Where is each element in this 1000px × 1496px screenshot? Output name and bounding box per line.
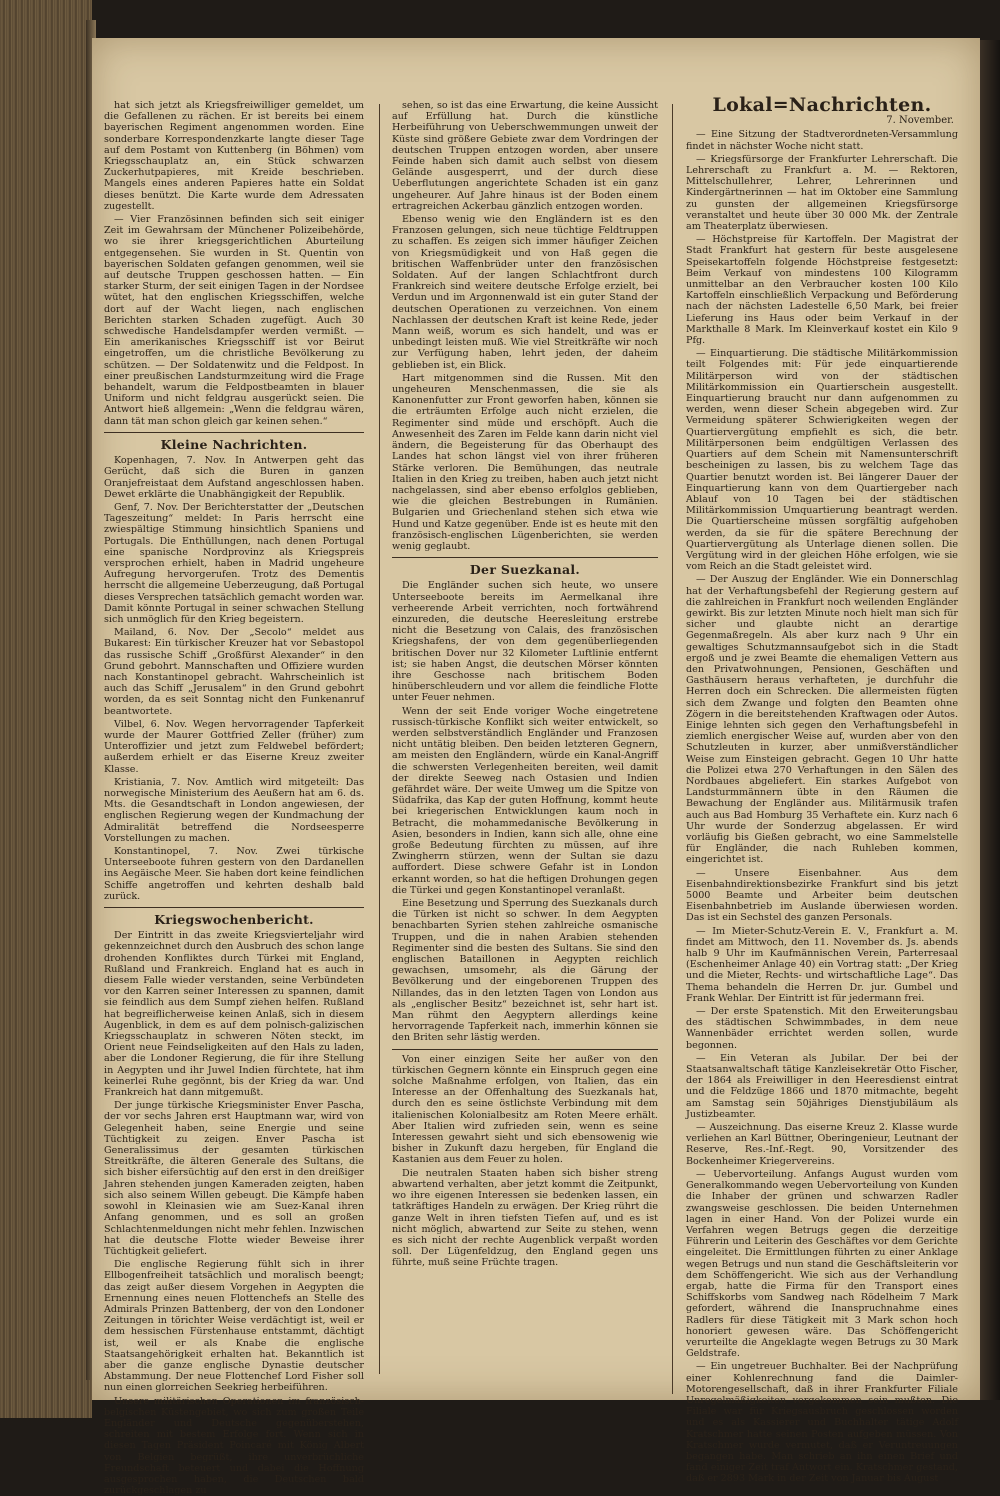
article-paragraph: Die Engländer suchen sich heute, wo unsere Unterseeboote bereits im Aermelkanal ihre verheerende Arbeit verrichten, noch fortwährend einzureden, die deutsche Heeresleitung erstrebe nicht die Besetzung von Calais, des französischen Kriegshafens, der von dem gegenüberliegenden britischen Dover nur 32 Kilometer Luftlinie entfernt ist; sie haben Angst, die deutschen Mörser könnten ihre Geschosse nach britischem Boden hinüberschleudern und vor allem die feindliche Flotte unter Feuer nehmen. [392,580,658,704]
local-news-item: — Ein Veteran als Jubilar. Der bei der Staatsanwaltschaft tätige Kanzleisekretär Otto Fischer, der 1864 als Freiwilliger in den Heeresdienst eintrat und die Feldzüge 1866 und 1870 mitmachte, begeht am Samstag sein 50jähriges Dienstjubiläum als Justizbeamter. [686,1052,958,1120]
column-middle [392,100,658,1370]
news-item: Konstantinopel, 7. Nov. Zwei türkische Unterseeboote fuhren gestern von den Dardanellen ins Aegäische Meer. Sie haben dort keine feindlichen Schiffe angetroffen und kehrten deshalb bald zurück. [104,846,364,902]
column-rule [672,104,673,1394]
column-rule [379,104,380,1374]
news-item: Vilbel, 6. Nov. Wegen hervorragender Tapferkeit wurde der Maurer Gottfried Zeller (früher) zum Unteroffizier und jetzt zum Feldwebel befördert; außerdem erhielt er das Eiserne Kreuz zweiter Klasse. [104,718,364,775]
section-heading-kleine-nachrichten: Kleine Nachrichten. [160,436,308,452]
book-page-edges [0,0,92,1418]
section-divider [104,907,364,908]
section-heading-suezkanal: Der Suezkanal. [469,562,581,578]
news-item: Mailand, 6. Nov. Der „Secolo“ meldet aus Bukarest: Ein türkischer Kreuzer hat vor Sebastopol das russische Schiff „Großfürst Alexander“ in den Grund gebohrt. Mannschaften und Offiziere wurden nach Konstantinopel gebracht. Wahrscheinlich ist auch das Schiff „Jerusalem“ in den Grund gebohrt worden, da es seit Sonntag nicht den Funkenanruf beantwortete. [104,627,364,717]
local-news-item: — Einquartierung. Die städtische Militärkommission teilt Folgendes mit: Für jede einquartierende Militärperson wird von der städtischen Militärkommission ein Quartierschein ausgestellt. Einquartierung braucht nur dann aufgenommen zu werden, wenn dieser Schein abgegeben wird. Zur Vermeidung späterer Schwierigkeiten wegen der Quartiervergütung empfiehlt es sich, die betr. Militärpersonen beim endgültigen Verlassen des Quartiers auf dem Schein mit Namensunterschrift bescheinigen zu lassen, bis zu welchem Tage das Quartier benutzt worden ist. Bei längerer Dauer der Einquartierung kann von dem Quartiergeber nach Ablauf von 10 Tagen bei der städtischen Militärkommission Umquartierung beantragt werden. Die Quartierscheine müssen sorgfältig aufgehoben werden, da sie für die spätere Berechnung der Quartiervergütung als Unterlage dienen sollen. Die Vergütung wird in der gleichen Höhe erfolgen, wie sie vom Reich an die Stadt geleistet wird. [686,348,958,573]
local-news-item: — Unsere Eisenbahner. Aus dem Eisenbahndirektionsbezirke Frankfurt sind bis jetzt 5000 Beamte und Arbeiter beim deutschen Eisenbahnbetrieb im Auslande überwiesen worden. Das ist ein Sechstel des ganzen Personals. [686,867,958,924]
article-paragraph: Die englische Regierung fühlt sich in ihrer Ellbogenfreiheit tatsächlich und moralisch beengt; das zeigt außer diesem Vorgehen in Aegypten die Ernennung eines neuen Flottenchefs an Stelle des Admirals Prinzen Battenberg, der von den Londoner Zeitungen in törichter Weise verdächtigt ist, weil er dem hessischen Fürstenhause entstammt, dächtigt ist, weil er als Knabe die englische Staatsangehörigkeit erhalten hat. Bekanntlich ist aber die ganze englische Dynastie deutscher Abstammung. Der neue Flottenchef Lord Fisher soll nun einen glorreichen Seekrieg herbeiführen. [104,1259,364,1394]
section-heading-lokal-nachrichten: Lokal=Nachrichten. [712,94,932,116]
local-news-item: — Kriegsfürsorge der Frankfurter Lehrerschaft. Die Lehrerschaft zu Frankfurt a. M. — Rektoren, Mittelschullehrer, Lehrer, Lehrerinnen und Kindergärtnerinnen — hat im Oktober eine Sammlung zu gunsten der allgemeinen Kriegsfürsorge veranstaltet und heute über 30 000 Mk. der Zentrale am Theaterplatz überwiesen. [686,153,958,233]
section-divider [104,432,364,433]
article-paragraph: — Vier Französinnen befinden sich seit einiger Zeit im Gewahrsam der Münchener Polizeibehörde, wo sie ihrer kriegsgerichtlichen Aburteilung entgegensehen. Sie wurden in St. Quentin von bayerischen Soldaten gefangen genommen, weil sie auf deutsche Truppen geschossen hatten. — Ein starker Sturm, der seit einigen Tagen in der Nordsee wütet, hat den englischen Kriegsschiffen, welche dort auf der Wacht liegen, nach englischen Berichten starken Schaden zugefügt. Auch 30 schwedische Handelsdampfer werden vermißt. — Ein amerikanisches Kriegsschiff ist vor Beirut eingetroffen, um die christliche Bevölkerung zu schützen. — Der Soldatenwitz und die Feldpost. In einer preußischen Landsturmzeitung wird die Frage behandelt, warum die Feldpostbeamten in blauer Uniform und nicht feldgrau ausgerückt seien. Die Antwort hieß allgemein: „Wenn die feldgrau wären, dann tät man schon gleich gar keinen sehen.“ [104,214,364,427]
local-news-item: — Uebervorteilung. Anfangs August wurden vom Generalkommando wegen Uebervorteilung von Kunden die Inhaber der grünen und schwarzen Radler zwangsweise geschlossen. Die beiden Unternehmen lagen in einer Hand. Von der Polizei wurde ein Verfahren wegen Betrugs gegen die derzeitige Führerin und Leiterin des Geschäftes vor dem Gerichte eingeleitet. Die Ermittlungen führten zu einer Anklage wegen Betrugs und nun stand die Geschäftsleiterin vor dem Schöffengericht. Wie sich aus der Verhandlung ergab, hatte die Firma für den Transport eines Schiffskorbs vom Sandweg nach Rödelheim 7 Mark gefordert, während die Inanspruchnahme eines Radlers für diese Tätigkeit mit 3 Mark schon hoch honoriert gewesen wäre. Das Schöffengericht verurteilte die Angeklagte wegen Betrugs zu 30 Mark Geldstrafe. [686,1168,958,1360]
article-paragraph: hat sich jetzt als Kriegsfreiwilliger gemeldet, um die Gefallenen zu rächen. Er ist bereits bei einem bayerischen Regiment angenommen worden. Eine sonderbare Korrespondenzkarte langte dieser Tage auf dem Postamt von Kuttenberg (in Böhmen) vom Kriegsschauplatz an, ein Stück schwarzen Zuckerhutpapieres, mit Kreide beschrieben. Mangels eines anderen Papieres hatte ein Soldat dieses benützt. Die Karte wurde dem Adressaten zugestellt. [104,100,364,212]
issue-date: 7. November. [886,115,954,127]
article-paragraph: Der Eintritt in das zweite Kriegsvierteljahr wird gekennzeichnet durch den Ausbruch des schon lange drohenden Konfliktes durch Türkei mit England, Rußland und Frankreich. England hat es auch in diesem Falle wieder verstanden, seine Verbündeten vor den Karren seiner Interessen zu spannen, damit sie feindlich aus dem Sumpf ziehen helfen. Rußland hat begreiflicherweise keinen Anlaß, sich in diesem Augenblick, in dem es auf dem polnisch-galizischen Kriegsschauplatz in schweren Nöten steckt, im Orient neue Feindseligkeiten auf den Hals zu laden, aber die Londoner Regierung, die für ihre Stellung in Aegypten und ihr Juwel Indien fürchtete, hat ihm keinerlei Ruhe gegönnt, bis der Krieg da war. Und Frankreich hat dann mitgemußt. [104,930,364,1099]
news-item: Kristiania, 7. Nov. Amtlich wird mitgeteilt: Das norwegische Ministerium des Aeußern hat am 6. ds. Mts. die Gesandtschaft in London angewiesen, der englischen Regierung wegen der Kundmachung der Admiralität betreffend die Nordseesperre Vorstellungen zu machen. [104,776,364,844]
article-paragraph: Der junge türkische Kriegsminister Enver Pascha, der vor sechs Jahren erst Hauptmann war, wird von Gelegenheit haben, seine Energie und seine Tüchtigkeit zu zeigen. Enver Pascha ist Generalissimus der gesamten türkischen Streitkräfte, die älteren Generale des Sultans, die sich bisher eifersüchtig auf den erst in den dreißiger Jahren stehenden jungen Kameraden zeigten, haben sich also seinem Willen gebeugt. Die Kämpfe haben sowohl in Kleinasien wie am Suez-Kanal ihren Anfang genommen, und es soll an großen Schlachtenmeldungen nicht mehr fehlen. Inzwischen hat die deutsche Flotte wieder Beweise ihrer Tüchtigkeit geliefert. [104,1100,364,1257]
article-paragraph: Wenn der seit Ende voriger Woche eingetretene russisch-türkische Konflikt sich weiter entwickelt, so werden selbstverständlich Engländer und Franzosen nicht untätig bleiben. Den beiden letzteren Gegnern, am meisten den Engländern, würde ein Kanal-Angriff die schwersten Verlegenheiten bereiten, weil damit der direkte Seeweg nach Ostasien und Indien gefährdet wäre. Der weite Umweg um die Spitze von Südafrika, das Kap der guten Hoffnung, kommt heute bei kriegerischen Entwicklungen kaum noch in Betracht, die mohammedanische Bevölkerung in Asien, besonders in Indien, kann sich alle, ohne eine große Bedeutung fürchten zu müssen, auf ihre Zwingherrn stürzen, wenn der Sultan sie dazu auffordert. Diese schwere Gefahr ist in London erkannt worden, so hat die heftigen Drohungen gegen die Türkei und gegen Konstantinopel veranlaßt. [392,705,658,896]
local-news-item: — Im Mieter-Schutz-Verein E. V., Frankfurt a. M. findet am Mittwoch, den 11. November ds. Js. abends halb 9 Uhr im Kaufmännischen Verein, Parterresaal (Eschenheimer Anlage 40) ein Vortrag statt: „Der Krieg und die Mieter, Rechts- und wirtschaftliche Lage“. Das Thema behandeln die Herren Dr. jur. Gumbel und Frank Wehlar. Der Eintritt ist für jedermann frei. [686,925,958,1004]
column-right [686,94,958,1485]
article-paragraph: Hart mitgenommen sind die Russen. Mit den ungeheuren Menschenmassen, die sie als Kanonenfutter zur Front geworfen haben, können sie die erträumten Erfolge auch nicht erzielen, die Regimenter sind müde und erschöpft. Auch die Anwesenheit des Zaren im Felde kann darin nicht viel ändern, die Begeisterung für das Oberhaupt des Landes hat schon längst viel von ihrer früheren Stärke verloren. Die Bemühungen, das neutrale Italien in den Krieg zu treiben, haben auch jetzt nicht nachgelassen, sind aber ebenso erfolglos geblieben, wie die gleichen Bestrebungen in Rumänien. Bulgarien und Griechenland stehen sich etwa wie Hund und Katze gegenüber. Ende ist es heute mit den französisch-englischen Lügenberichten, sie werden wenig geglaubt. [392,372,658,552]
news-item: Genf, 7. Nov. Der Berichterstatter der „Deutschen Tageszeitung“ meldet: In Paris herrscht eine zwiespältige Stimmung hinsichtlich Spaniens und Portugals. Die Enthüllungen, nach denen Portugal eine spanische Nordprovinz als Kriegspreis versprochen erhielt, haben in Madrid ungeheure Aufregung hervorgerufen. Trotz des Dementis herrscht die allgemeine Ueberzeugung, daß Portugal dieses Versprechen tatsächlich gemacht worden war. Damit könnte Portugal in seiner schwachen Stellung sich unmöglich für den Krieg begeistern. [104,501,364,625]
local-news-item: — Der erste Spatenstich. Mit den Erweiterungsbau des städtischen Schwimmbades, in dem neue Wannenbäder errichtet werden sollen, wurde begonnen. [686,1006,958,1051]
local-news-item: — Höchstpreise für Kartoffeln. Der Magistrat der Stadt Frankfurt hat gestern für beste ausgelesene Speisekartoffeln folgende Höchstpreise festgesetzt: Beim Verkauf von mindestens 100 Kilogramm unmittelbar an den Verbraucher kosten 100 Kilo Kartoffeln einschließlich Verpackung und Beförderung nach der nächsten Ladestelle 6,50 Mark, bei freier Lieferung ins Haus oder beim Verkauf in der Markthalle 8 Mark. Im Kleinverkauf kostet ein Kilo 9 Pfg. [686,234,958,347]
section-divider [392,1049,658,1050]
article-paragraph: Unsere militärischen Operationen im französisch-belgischen Küstengebiet, wo sich zum großen Teile Engländer und Deutsche gegenüberstehen, schreiten mit bestem Erfolge fort. Wenn sich in diesen Tagen Präsident Poincaré mit König Albert von Belgien begrüßt, ihre unverbrüchliche Freundschaft beteuert und dabei die Hoffnung ausgesprochen haben, die Deutschen bald zurückgeschlagen zu [104,1395,364,1496]
local-news-item: — Eine Sitzung der Stadtverordneten-Versammlung findet in nächster Woche nicht statt. [686,129,958,152]
newspaper-page [92,38,980,1496]
news-item: Kopenhagen, 7. Nov. In Antwerpen geht das Gerücht, daß sich die Buren in ganzen Oranjefreistaat dem Aufstand angeschlossen haben. Dewet erklärte die Unabhängigkeit der Republik. [104,455,364,500]
article-paragraph: Eine Besetzung und Sperrung des Suezkanals durch die Türken ist nicht so schwer. In dem Aegypten benachbarten Syrien stehen zahlreiche osmanische Truppen, und die in nahen Arabien stehenden Regimenter sind die besten des Sultans. Sie sind den englischen Bataillonen in Aegypten reichlich gewachsen, umsomehr, als die Gärung der Bevölkerung und der eingeborenen Truppen des Nillandes, das in den letzten Tagen von London aus als „englischer Besitz“ bezeichnet ist, sehr hart ist. Man rühmt den Aegyptern allerdings keine hervorragende Tapferkeit nach, immerhin können sie den Briten sehr lästig werden. [392,898,658,1044]
local-news-item: — Der Auszug der Engländer. Wie ein Donnerschlag hat der Verhaftungsbefehl der Regierung gestern auf die zahlreichen in Frankfurt noch weilenden Engländer gewirkt. Bis zur letzten Minute noch hielt man sich für sicher und glaubte nicht an derartige Gegenmaßregeln. Als aber kurz nach 9 Uhr ein gewaltiges Schutzmannsaufgebot sich in die Stadt ergoß und je zwei Beamte die ehemaligen Vettern aus den Privatwohnungen, Pensionen, Geschäften und Gasthäusern heraus verhafteten, je durchfuhr die Herren doch ein Schrecken. Die allermeisten fügten sich dem Zwange und folgten den Beamten ohne Zögern in die bereitstehenden Kraftwagen oder Autos. Einige lehnten sich gegen den Verhaftungsbefehl in ziemlich energischer Weise auf, wurden aber von den Schutzleuten in kurzer, aber unmißverständlicher Weise zum Einsteigen gebracht. Gegen 10 Uhr hatte die Polizei etwa 270 Verhaftungen in den Sälen des Nordbaues abgeliefert. Ein starkes Aufgebot von Landsturmmännern übte in den Räumen die Bewachung der Engländer aus. Militärmusik trafen auch aus Bad Homburg 35 Verhaftete ein. Kurz nach 6 Uhr wurde der Sonderzug abgelassen. Er wird vorläufig bis Gießen gebracht, wo eine Sammelstelle für Engländer, die nach Ruhleben kommen, eingerichtet ist. [686,574,958,866]
section-heading-kriegswochenbericht: Kriegswochenbericht. [154,912,314,928]
section-divider [392,557,658,558]
local-news-item: — Auszeichnung. Das eiserne Kreuz 2. Klasse wurde verliehen an Karl Büttner, Oberingenieur, Leutnant der Reserve, Res.-Inf.-Regt. 90, Vorsitzender des Bockenheimer Kriegervereins. [686,1122,958,1167]
column-left [104,100,364,1496]
local-news-item: — Ein ungetreuer Buchhalter. Bei der Nachprüfung einer Kohlenrechnung fand die Daimler-Motorengesellschaft, daß in ihrer Frankfurter Filiale Unregelmäßigkeiten vorgekommen sein mußten. Die Filiale war für Kriegsausbruch geschlossen worden und es als Kassierer und Buchhalter tätige Adolf Kratschmer hatte seinen Posten aufgeben müssen. Von Kratschmer wurde vermutet, daß er Veruntreuungen begangen habe. Man schrieb an ihn einen Brief und fand einiger Zeit traf Antwort ein. Kratschmer gestand, daß er 2893 Mark in der Zeit von Januar bis August [686,1361,958,1485]
article-paragraph: sehen, so ist das eine Erwartung, die keine Aussicht auf Erfüllung hat. Durch die künstliche Herbeiführung von Ueberschwemmungen unweit der Küste sind größere Gebiete zwar dem Vordringen der deutschen Truppen entzogen worden, aber unsere Feinde haben sich damit auch selbst von diesem Gelände ausgesperrt, und der durch diese Ueberflutungen angerichtete Schaden ist ein ganz ungeheurer. Auf Jahre hinaus ist der Boden einem ertragreichen Ackerbau gänzlich entzogen worden. [392,100,658,212]
article-paragraph: Die neutralen Staaten haben sich bisher streng abwartend verhalten, aber jetzt kommt die Zeitpunkt, wo ihre eigenen Interessen sie bedenken lassen, ein tatkräftiges Handeln zu erwägen. Der Krieg rührt die ganze Welt in ihren tiefsten Tiefen auf, und es ist nicht möglich, abwartend zur Seite zu stehen, wenn es sich nicht der rechte Augenblick verpaßt worden soll. Der Lügenfeldzug, den England gegen uns führte, muß seine Früchte tragen. [392,1167,658,1269]
article-paragraph: Von einer einzigen Seite her außer von den türkischen Gegnern könnte ein Einspruch gegen eine solche Maßnahme erfolgen, von Italien, das ein Interesse an der Offenhaltung des Suezkanals hat, durch den es seine östlichste Verbindung mit dem italienischen Kolonialbesitz am Roten Meere erhält. Aber Italien wird zufrieden sein, wenn es seine Interessen gewahrt sieht und sich ebensowenig wie bisher in Zukunft dazu hergeben, für England die Kastanien aus dem Feuer zu holen. [392,1053,658,1166]
article-paragraph: Ebenso wenig wie den Engländern ist es den Franzosen gelungen, sich neue tüchtige Feldtruppen zu schaffen. Es zeigen sich immer häufiger Zeichen von Kriegsmüdigkeit und von Haß gegen die britischen Waffenbrüder unter den französischen Soldaten. Auf der langen Schlachtfront durch Frankreich sind weitere deutsche Erfolge erzielt, bei Verdun und im Argonnenwald ist ein guter Stand der deutschen Operationen zu verzeichnen. Von einem Nachlassen der deutschen Kraft ist keine Rede, jeder Mann weiß, worum es sich handelt, und was er unbedingt leisten muß. Wie viel Streitkräfte wir noch zur Verfügung haben, lehrt jeden, der daheim geblieben ist, ein Blick. [392,214,658,371]
scan-background-strip [980,40,1000,1400]
